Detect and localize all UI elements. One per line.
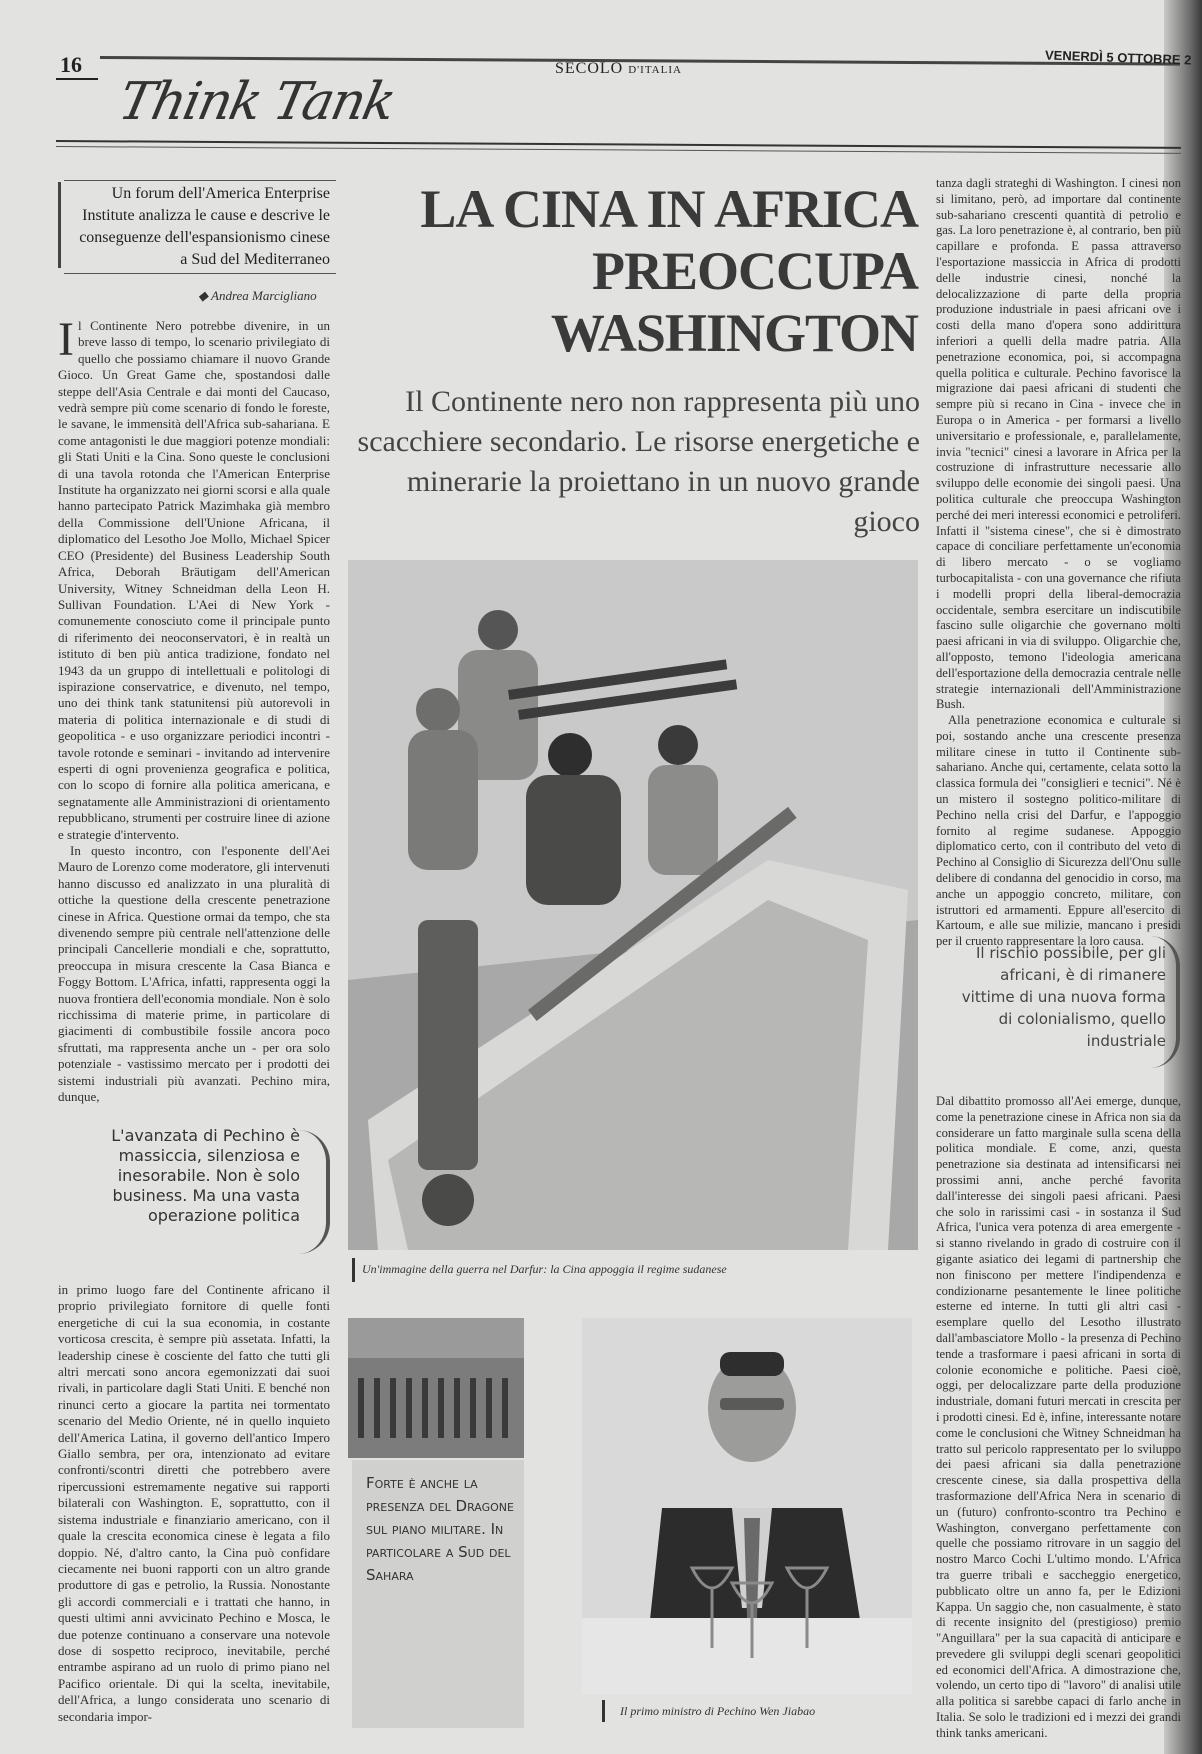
article-paragraph: Alla penetrazione economica e culturale si poi, sostando anche una crescente presenza militare cinese in tutto il Continente sub-sahariano. Anche qui, certamente, celata sotto la classica formula dei "consiglieri e tecnici". Né è un mistero il sostegno politico-militare di Pechino nella crisi del Darfur, e l'appoggio fornito al regime sudanese. Appoggio diplomatico certo, con il contributo del veto di Pechino al Consiglio di Sicurezza dell'Onu sulle delibere di condanna del genocidio in corso, ma anche un appoggio concreto, militare, con istruttori ed armamenti. Eppure all'esercito di Kartoum, e alle sue milizie, mancano i presidi per il cruento rappresentare la loro causa.	[936, 713, 1181, 949]
military-parade-photo	[348, 1318, 524, 1458]
article-paragraph: In questo incontro, con l'esponente dell'Aei Mauro de Lorenzo come moderatore, gli intervenuti hanno discusso ed analizzato in una pluralità di ottiche la questione della crescente penetrazione cinese in Africa. Questione ormai da tempo, che sta divenendo sempre più centrale nell'attenzione delle principali Cancellerie mondiali e che, soprattutto, preoccupa in misura crescente la Casa Bianca e Foggy Bottom. L'Africa, infatti, rappresenta oggi la nuova frontiera dell'economia mondiale. Non è solo ricchissima di materie prime, in particolare di giacimenti di combustibile fossile ancora poco sfruttati, ma rappresenta anche un - per ora solo potenziale - vastissimo mercato per i prodotti dei sistemi industriali più avanzati. Pechino mira, dunque,	[58, 843, 330, 1105]
pull-quote-right: Il rischio possibile, per gli africani, è di rimanere vittime di una nuova forma di colonialismo, quello industriale	[961, 944, 1166, 1050]
kicker-bar	[58, 182, 61, 268]
caption-bar	[602, 1700, 605, 1722]
article-paragraph: Dal dibattito promosso all'Aei emerge, dunque, come la penetrazione cinese in Africa non sia da considerare un fatto marginale sulla scena della politica mondiale. E come, anzi, questa penetrazione sia destinata ad intensificarsi nei prossimi anni, anche perché favorita dall'interesse dei singoli paesi africani. Paesi che solo in rarissimi casi - in sostanza il Sud Africa, l'unica vera potenza di area emergente - si stanno rivelando in grado di costruire con il gigante asiatico dei legami di partnership che non finiscono per mettere l'indipendenza e condizionarne pesantemente le linee politiche esterne ed interne. In tutti gli altri casi - esemplare quello del Lesotho illustrato dall'ambasciatore Mollo - la presenza di Pechino tende a trasformare i paesi africani in sorta di colonie economiche e politiche. Paesi cioè, oggi, per delocalizzare parte della produzione industriale, domani futuri mercati in crescita per i prodotti cinesi. Ed è, infine, interessante notare come le conclusioni che Witney Schneidman ha tratto sul pericolo rappresentato per lo sviluppo dei paesi africani sia dalla penetrazione crescente cinese, sia dalla prospettiva della trasformazione dell'Africa Nera in scenario di un (futuro) confronto-scontro tra Pechino e Washington, convergano perfettamente con quelle che possiamo ritrovare in un saggio del nostro Marco Cochi L'ultimo mondo. L'Africa tra guerre tribali e saccheggio energetico, pubblicato oltre un anno fa, per le Edizioni Kappa. Un saggio che, non casualmente, è stato di recente insignito del (prestigioso) premio "Anguillara" per la sua capacità di anticipare e prevedere gli sviluppi degli scenari geopolitici ed economici dell'Africa. A dimostrazione che, volendo, un certo tipo di "lavoro" di analisi utile alla politica si sarebbe capaci di farlo anche in Italia. Se solo le tradizioni ed i mezzi dei grandi think tanks americani.	[936, 1094, 1181, 1740]
photo-caption: Il primo ministro di Pechino Wen Jiabao	[620, 1704, 816, 1718]
article-deck: Il Continente nero non rappresenta più uno scacchiere secondario. Le risorse energetiche e minerarie la proiettano in un nuovo grande gioco	[357, 385, 920, 538]
author-name: Andrea Marcigliano	[211, 288, 317, 303]
masthead-title: SECOLO	[555, 60, 624, 77]
article-column-3-continued	[936, 1094, 1181, 1740]
article-kicker: Un forum dell'America Enterprise Institute analizza le cause e descrive le conseguenze dell'espansionismo cinese a Sud del Mediterraneo	[64, 180, 336, 274]
article-headline: LA CINA IN AFRICA PREOCCUPA WASHINGTON	[420, 179, 918, 363]
caption-bar	[352, 1258, 355, 1282]
wen-jiabao-photo	[582, 1318, 912, 1694]
photo-caption: Un'immagine della guerra nel Darfur: la Cina appoggia il regime sudanese	[362, 1262, 727, 1276]
pull-quote-box-text: Forte è anche la presenza del Dragone sul piano militare. In particolare a Sud del Sahara	[366, 1474, 514, 1584]
article-column-1	[58, 313, 330, 1105]
divider	[56, 78, 98, 80]
article-column-1-continued	[58, 1282, 330, 1722]
article-paragraph: l Continente Nero potrebbe divenire, in un breve lasso di tempo, lo scenario privilegiato di quello che possiamo chiamare il nuovo Grande Gioco. Un Great Game che, spostandosi dalle steppe dell'Asia Centrale e dai monti del Caucaso, vedrà sempre più come scenario di fondo le foreste, le savane, le immensità dell'Africa sub-sahariana. E come antagonisti le due maggiori potenze mondiali: gli Stati Uniti e la Cina. Sono queste le conclusioni di una tavola rotonda che l'American Enterprise Institute ha organizzato nei giorni scorsi e alla quale hanno partecipato Patrick Mazimhaka già membro della Commissione dell'Unione Africana, il diplomatico del Lesotho Joe Mollo, Michael Spicer CEO (Presidente) del Business Leadership South Africa, Deborah Bräutigam dell'American University, Witney Schneidman della Leon H. Sullivan Foundation. L'Aei di New York - comunemente conosciuto come il principale punto di riferimento dei neoconservatori, è in realtà un istituto di ben più antica tradizione, fondato nel 1943 da un gruppo di intellettuali e politologi di ispirazione conservatrice, e divenuto, nel tempo, uno dei think tank statunitensi più autorevoli in materia di politica internazionale e di studi di geopolitica - e uso organizzare periodici incontri - tavole rotonde e seminari - invitando ad intervenire esperti di ogni provenienza geografica e politica, con lo scopo di fornire alla politica americana, e segnatamente alle Amministrazioni di orientamento repubblicano, strumenti per costruire linee di azione e strategie d'intervento.	[58, 318, 330, 842]
photo-illustration	[582, 1318, 912, 1694]
section-title: Think Tank	[113, 72, 400, 132]
author-byline: ◆ Andrea Marcigliano	[198, 288, 317, 303]
masthead	[555, 60, 715, 78]
pull-quote-left: L'avanzata di Pechino è massiccia, silenziosa e inesorabile. Non è solo business. Ma una vasta operazione politica	[111, 1126, 300, 1225]
masthead-small: D'ITALIA	[628, 64, 682, 76]
photo-illustration	[348, 1318, 524, 1458]
pull-quote-box	[352, 1460, 524, 1728]
page-number: 16	[60, 52, 82, 77]
article-paragraph: in primo luogo fare del Continente africano il proprio privilegiato fornitore di quelle fonti energetiche di cui la sua economia, in costante vorticosa crescita, è sempre più assetata. Infatti, la leadership cinese è cosciente del fatto che tutti gli altri mercati sono ancora egemonizzati dai suoi rivali, in particolare dagli Stati Uniti. E benché non rinunci certo a giocare la partita nei tormentato scenario del Medio Oriente, né in quello inquieto dell'America Latina, il governo dell'antico Impero Giallo sembra, per ora, intenzionato ad evitare confronti/scontri diretti che potrebbero avere ripercussioni estremamente negative sui rapporti bilaterali con Washington. E, soprattutto, con il sistema industriale e finanziario americano, con il quale la crescita economica cinese è legata a filo doppio. Né, d'altro canto, la Cina può confidare ciecamente nei buoni rapporti con un altro grande produttore di gas e petrolio, la Russia. Nonostante gli accordi commerciali e i trattati che hanno, in questi ultimi anni avvicinato Pechino e Mosca, le due potenze continuano a conservare una notevole dose di sospetto reciproco, inevitabile, perché entrambe aspirano ad un ruolo di primo piano nel Pacifico orientale. Di qui la scelta, inevitabile, dell'Africa, a lungo considerata uno scenario di secondaria impor-	[58, 1282, 330, 1724]
article-column-3	[936, 176, 1181, 949]
darfur-soldiers-photo	[348, 560, 918, 1250]
photo-illustration	[348, 560, 918, 1250]
pull-quote-bracket	[1150, 936, 1180, 1068]
issue-date: VENERDÌ 5 OTTOBRE 2	[1044, 47, 1192, 68]
drop-cap: I	[58, 313, 74, 366]
pull-quote-bracket	[298, 1130, 330, 1254]
article-paragraph: tanza dagli strateghi di Washington. I cinesi non si limitano, però, ad importare dal continente sub-sahariano crescenti quantità di petrolio e gas. La loro penetrazione è, al contrario, ben più capillare e profonda. E passa attraverso l'esportazione massiccia in Africa di prodotti delle industrie cinesi, nonché la delocalizzazione di parte della propria produzione industriale in paesi africani ove i costi della mano d'opera sono addirittura inferiori a quelli della madre patria. Alla penetrazione economica, poi, si accompagna quella politica e culturale. Pechino favorisce la migrazione dai paesi africani di studenti che sempre più si recano in Cina - invece che in Europa o in America - per formarsi a livello universitario e professionale, e, parallelamente, invia "tecnici" cinesi a lavorare in Africa per la costruzione di infrastrutture necessarie allo sviluppo delle economie dei singoli paesi. Una politica culturale che preoccupa Washington perché dei meri interessi economici e petroliferi. Infatti il "sistema cinese", che si è dimostrato capace di conciliare perfettamente un'economia di libero mercato - o se vogliamo turbocapitalista - con una governance che rifiuta i modelli propri della liberal-democrazia occidentale, sembra esercitare un indiscutibile fascino sulle oligarchie che governano molti paesi africani in via di sviluppo. Oligarchie che, all'opposto, temono l'ideologia americana dell'esportazione della democrazia centrale nelle strategie internazionali dell'Amministrazione Bush.	[936, 176, 1181, 712]
